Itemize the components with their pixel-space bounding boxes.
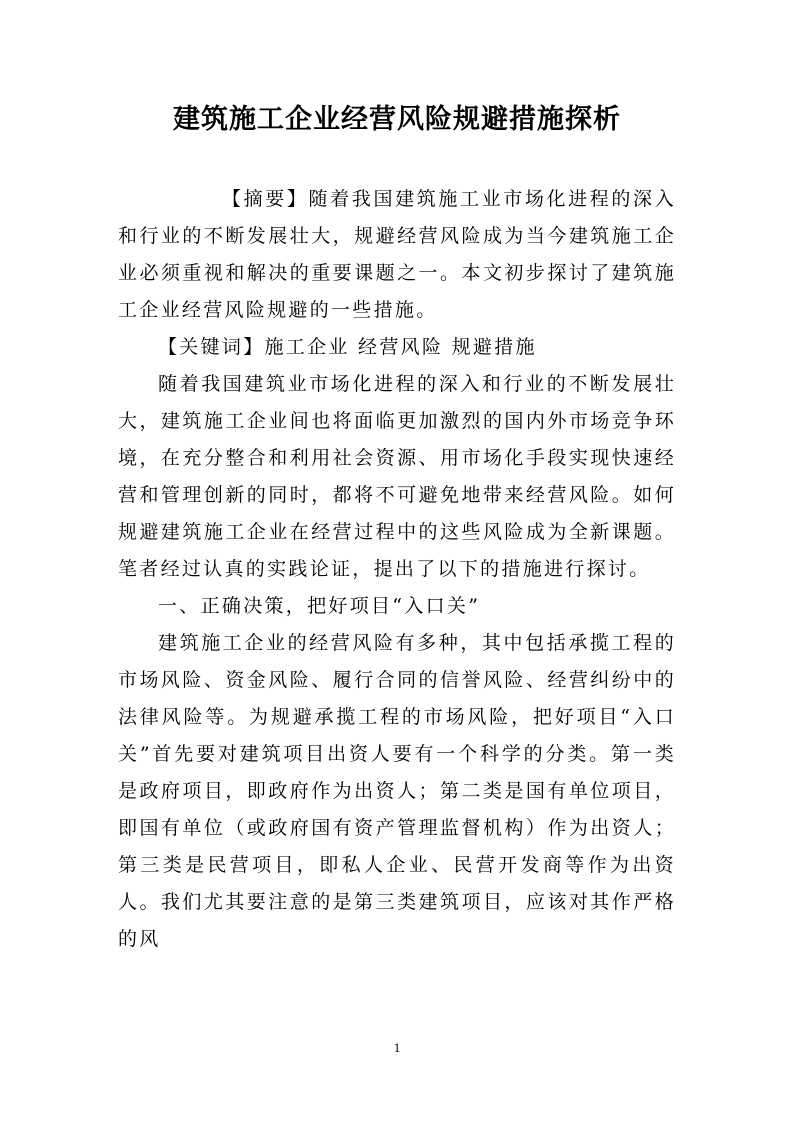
- document-title: 建筑施工企业经营风险规避措施探析: [173, 104, 621, 135]
- body-paragraph: 随着我国建筑业市场化进程的深入和行业的不断发展壮大，建筑施工企业间也将面临更加激烈的国内外市场竞争环境，在充分整合和利用社会资源、用市场化手段实现快速经营和管理创新的同时，都将不可避免地带来经营风险。如何规避建筑施工企业在经营过程中的这些风险成为全新课题。笔者经过认真的实践论证，提出了以下的措施进行探讨。: [118, 373, 676, 580]
- section-heading: 一、正确决策，把好项目“入口关”: [158, 595, 481, 617]
- abstract-paragraph: 【摘要】随着我国建筑施工业市场化进程的深入和行业的不断发展壮大，规避经营风险成为当今建筑施工企业必须重视和解决的重要课题之一。本文初步探讨了建筑施工企业经营风险规避的一些措施。: [118, 188, 676, 321]
- document-body: [118, 181, 676, 958]
- keywords-line: 【关键词】施工企业 经营风险 规避措施: [158, 336, 537, 358]
- body-paragraph: 建筑施工企业的经营风险有多种，其中包括承揽工程的市场风险、资金风险、履行合同的信誉风险、经营纠纷中的法律风险等。为规避承揽工程的市场风险，把好项目“入口关”首先要对建筑项目出资人要有一个科学的分类。第一类是政府项目，即政府作为出资人；第二类是国有单位项目，即国有单位（或政府国有资产管理监督机构）作为出资人；第三类是民营项目，即私人企业、民营开发商等作为出资人。我们尤其要注意的是第三类建筑项目，应该对其作严格的风: [118, 632, 676, 950]
- page-number: 1: [393, 1040, 401, 1055]
